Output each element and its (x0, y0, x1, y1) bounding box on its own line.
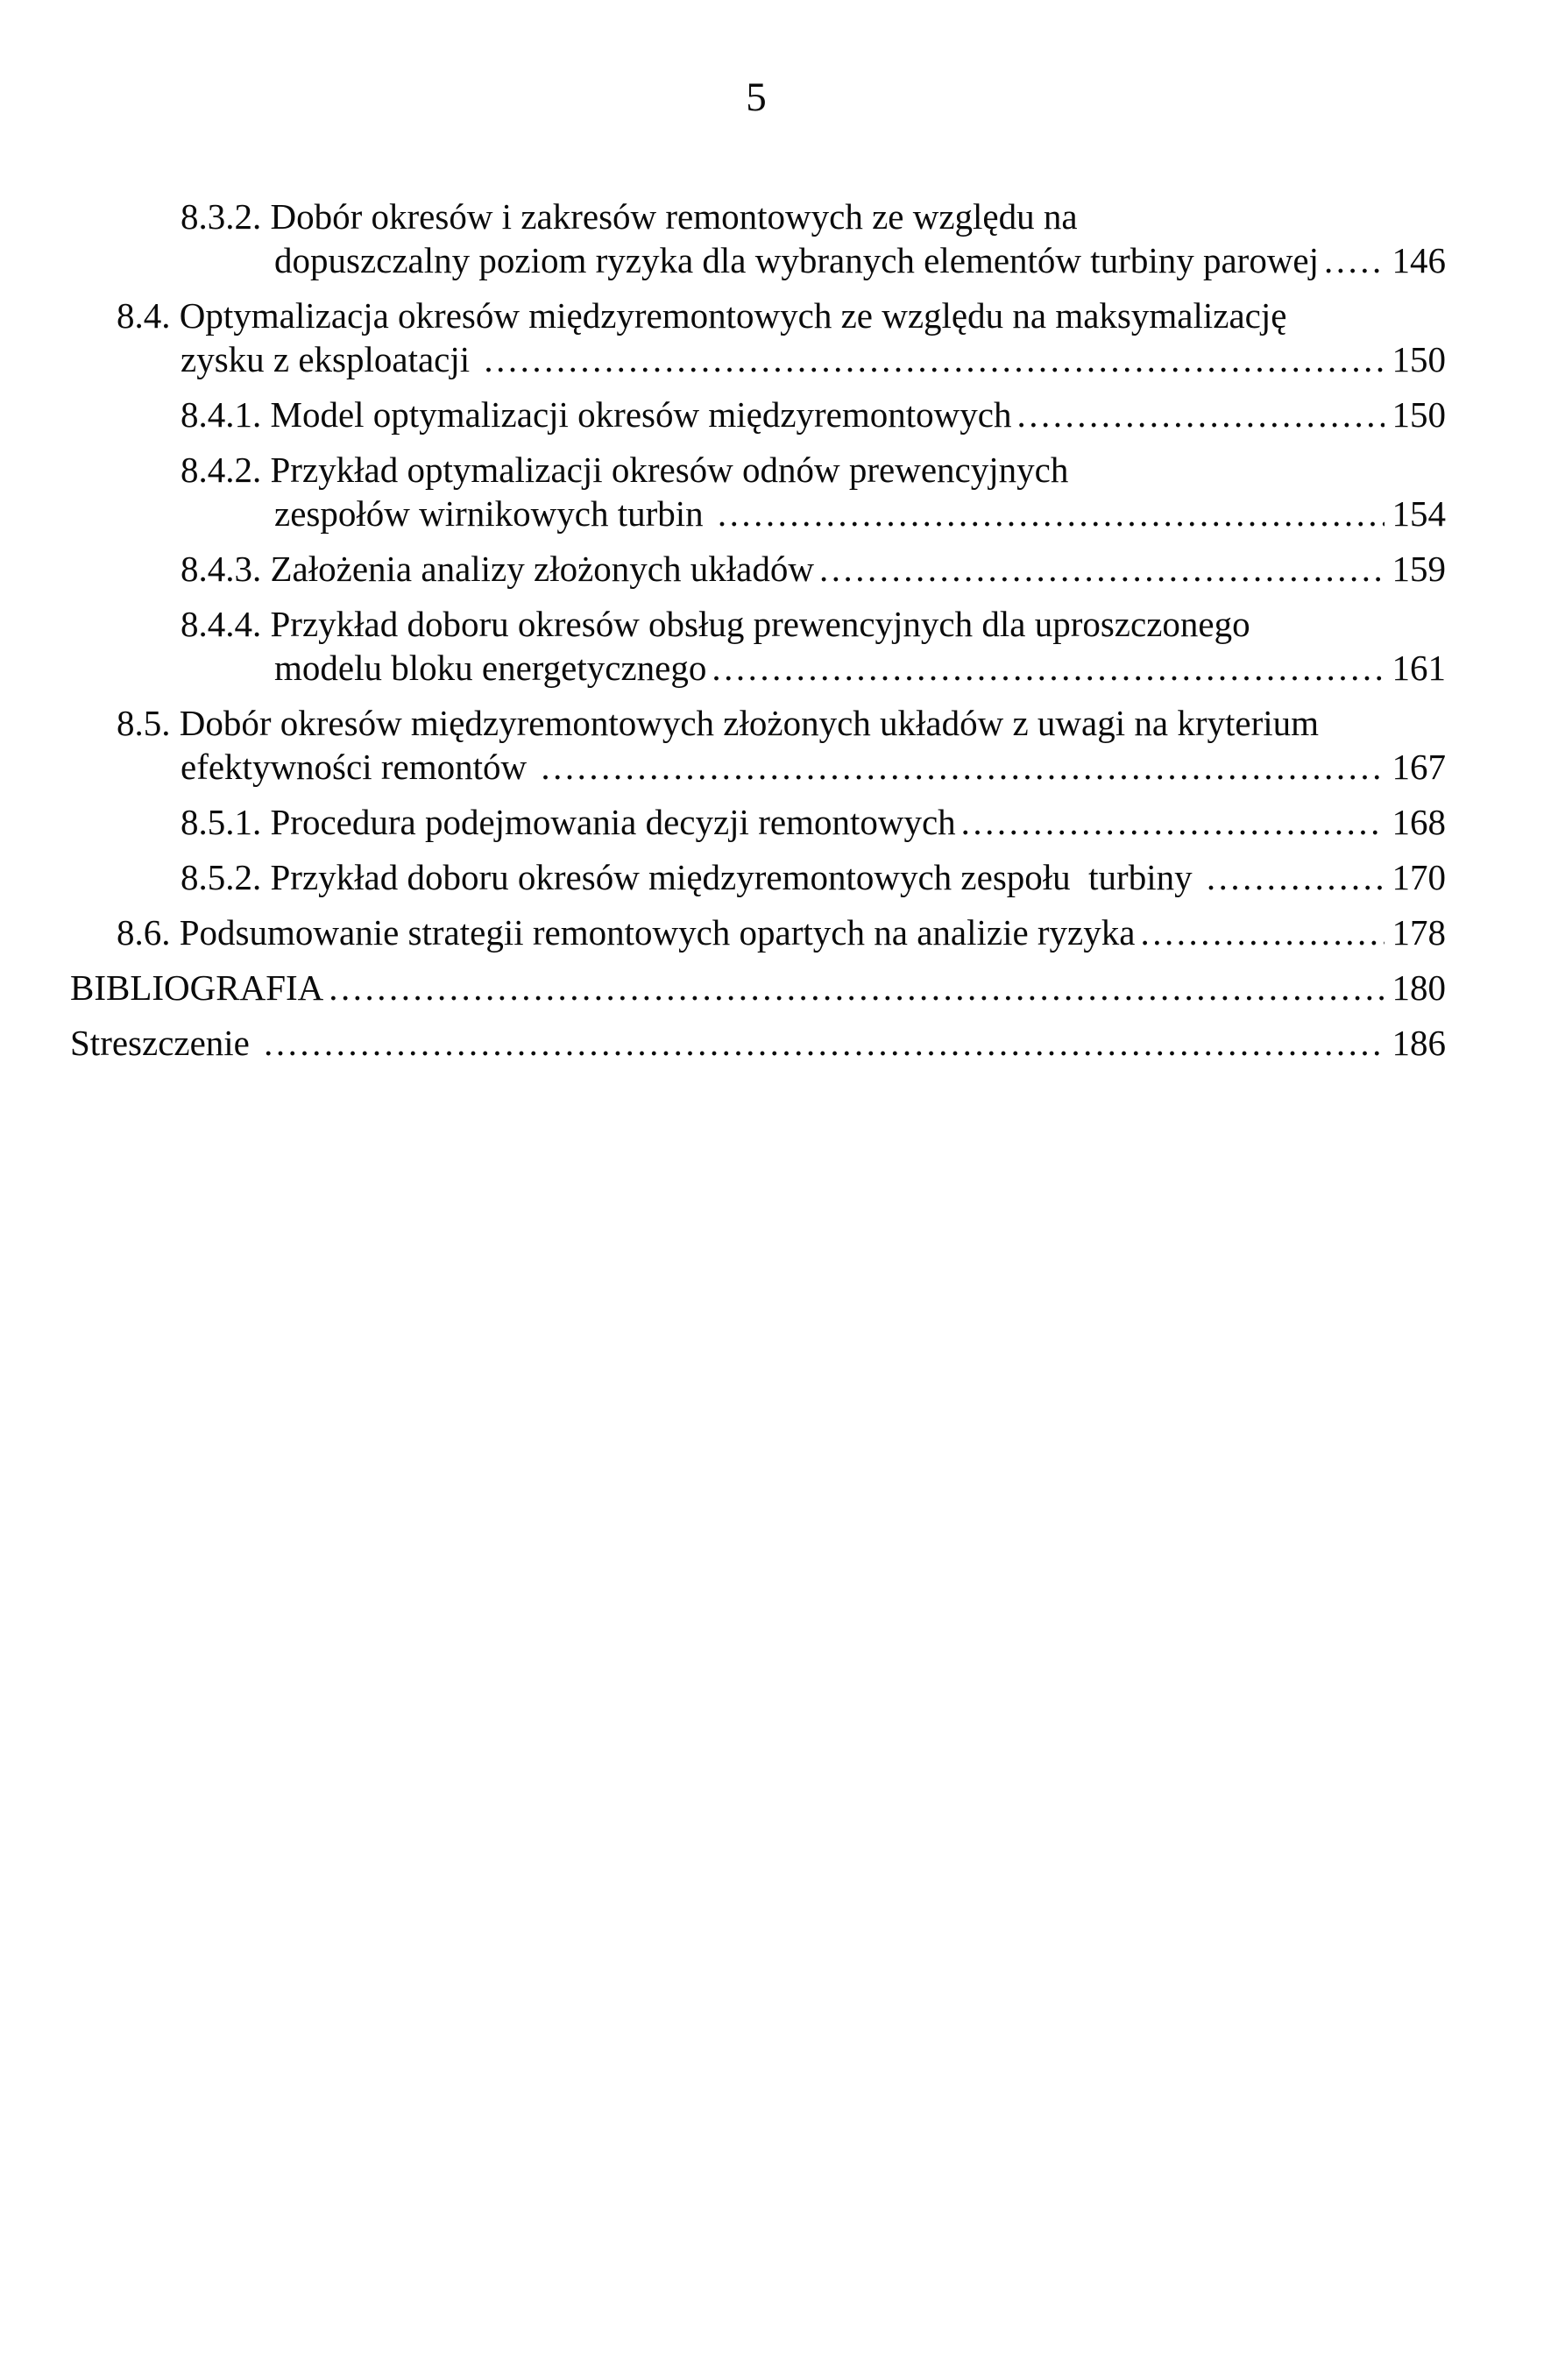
toc-line-text: 8.4.3. Założenia analizy złożonych układów (181, 549, 814, 589)
toc-line-text: modelu bloku energetycznego (274, 648, 707, 688)
toc-entry (0, 910, 1446, 954)
dot-leader (1016, 393, 1384, 436)
dot-leader (712, 646, 1384, 690)
toc-entry-page-number: 180 (1392, 967, 1446, 1008)
toc-line (181, 195, 1446, 238)
toc-line (181, 602, 1446, 646)
toc-line-text: Streszczenie (70, 1023, 259, 1063)
toc-line (181, 745, 1446, 789)
dot-leader (329, 966, 1384, 1009)
toc-line (181, 448, 1446, 492)
toc-entry (0, 195, 1446, 282)
toc-line (274, 492, 1446, 535)
toc-entry-page-number: 159 (1392, 549, 1446, 589)
toc-entry (0, 855, 1446, 899)
toc-entry-page-number: 178 (1392, 912, 1446, 953)
dot-leader (1207, 855, 1384, 899)
toc-entry (0, 547, 1446, 591)
toc-line (117, 910, 1446, 954)
toc-entry-page-number: 150 (1392, 394, 1446, 435)
toc-entry (0, 602, 1446, 690)
toc-entry-page-number: 150 (1392, 339, 1446, 379)
toc-entry (0, 393, 1446, 436)
toc-line-text: 8.5.2. Przykład doboru okresów międzyremontowych zespołu turbiny (181, 857, 1201, 897)
toc-line-text: 8.4.2. Przykład optymalizacji okresów odnów prewencyjnych (181, 450, 1069, 490)
toc-line (70, 966, 1446, 1009)
dot-leader (541, 745, 1384, 789)
dot-leader (1140, 910, 1384, 954)
toc-entry-page-number: 167 (1392, 747, 1446, 787)
toc-line (274, 238, 1446, 282)
toc-line-text: 8.6. Podsumowanie strategii remontowych opartych na analizie ryzyka (117, 912, 1136, 953)
toc-line (117, 294, 1446, 337)
toc-entry-page-number: 170 (1392, 857, 1446, 897)
dot-leader (484, 337, 1384, 381)
toc-entry (0, 448, 1446, 535)
toc-entry-page-number: 146 (1392, 240, 1446, 280)
dot-leader (264, 1021, 1384, 1065)
toc-line (181, 547, 1446, 591)
toc-line-text: 8.3.2. Dobór okresów i zakresów remontowych ze względu na (181, 196, 1078, 237)
page-number: 5 (746, 74, 767, 120)
toc-entry (0, 800, 1446, 844)
toc-line (117, 701, 1446, 745)
toc-entry (0, 966, 1446, 1009)
toc-entry (0, 1021, 1446, 1065)
toc-entry-page-number: 168 (1392, 802, 1446, 842)
table-of-contents (0, 195, 1446, 1076)
dot-leader (718, 492, 1384, 535)
toc-line-text: 8.4. Optymalizacja okresów międzyremontowych ze względu na maksymalizację (117, 295, 1287, 336)
toc-line (181, 337, 1446, 381)
toc-entry (0, 294, 1446, 381)
dot-leader (819, 547, 1384, 591)
toc-line (70, 1021, 1446, 1065)
toc-line-text: zespołów wirnikowych turbin (274, 493, 712, 534)
dot-leader (1324, 238, 1384, 282)
toc-line-text: 8.4.1. Model optymalizacji okresów międzyremontowych (181, 394, 1012, 435)
toc-line (181, 393, 1446, 436)
toc-entry-page-number: 154 (1392, 493, 1446, 534)
toc-line (181, 855, 1446, 899)
toc-line-text: zysku z eksploatacji (181, 339, 479, 379)
dot-leader (961, 800, 1384, 844)
toc-entry (0, 701, 1446, 789)
toc-entry-page-number: 161 (1392, 648, 1446, 688)
toc-line (181, 800, 1446, 844)
toc-line-text: efektywności remontów (181, 747, 536, 787)
toc-line (274, 646, 1446, 690)
toc-line-text: 8.5. Dobór okresów międzyremontowych złożonych układów z uwagi na kryterium (117, 703, 1319, 743)
toc-line-text: dopuszczalny poziom ryzyka dla wybranych elementów turbiny parowej (274, 240, 1320, 280)
toc-line-text: 8.4.4. Przykład doboru okresów obsług prewencyjnych dla uproszczonego (181, 604, 1250, 644)
toc-entry-page-number: 186 (1392, 1023, 1446, 1063)
toc-line-text: BIBLIOGRAFIA (70, 967, 324, 1008)
toc-line-text: 8.5.1. Procedura podejmowania decyzji remontowych (181, 802, 956, 842)
